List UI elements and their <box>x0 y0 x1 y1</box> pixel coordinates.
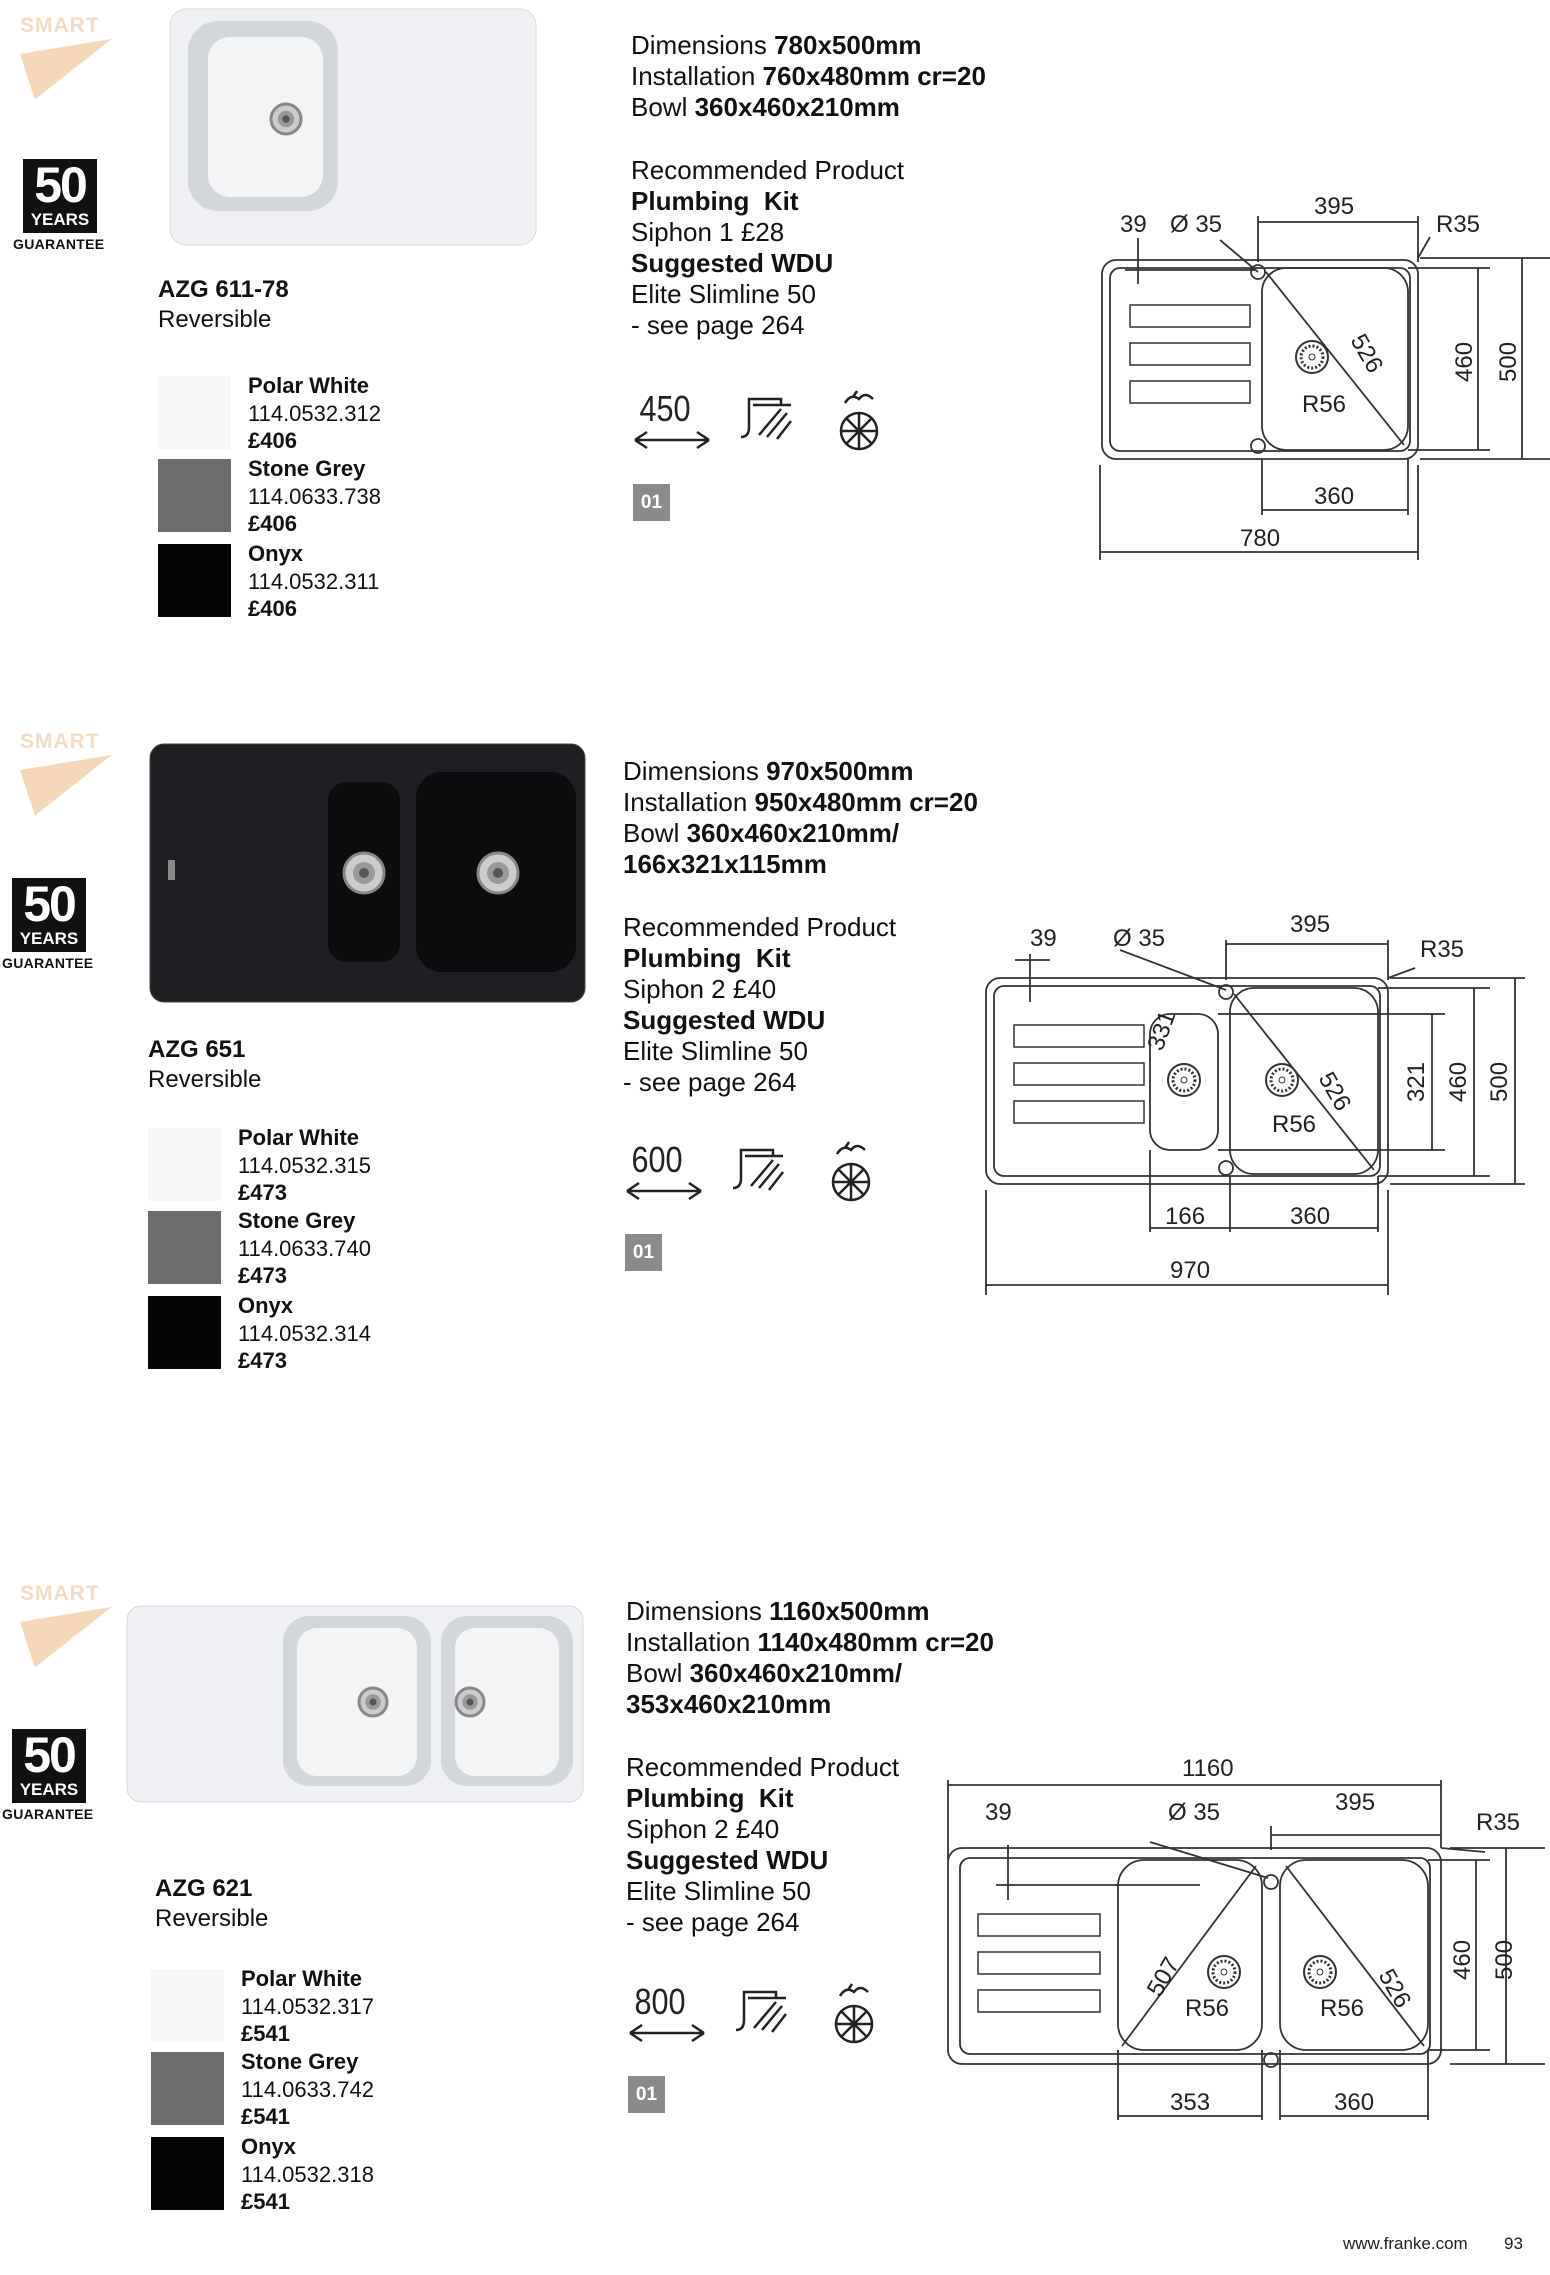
sink-product-image <box>168 7 538 247</box>
specifications <box>623 756 978 880</box>
finish-info: Onyx 114.0532.314 £473 <box>238 1293 371 1373</box>
dimension-label: 460 <box>1449 1939 1476 1980</box>
tap-hole-icon <box>741 399 791 439</box>
finish-swatch <box>158 544 231 617</box>
product-code-badge: 01 <box>628 2076 665 2113</box>
waste-disposal-icon <box>833 1142 869 1200</box>
spec-line: Dimensions 1160x500mm <box>626 1596 930 1626</box>
product-code-badge: 01 <box>625 1234 662 1271</box>
cabinet-width-icon <box>630 1983 704 2041</box>
finish-info: Polar White 114.0532.317 £541 <box>241 1966 374 2046</box>
spec-line: 166x321x115mm <box>623 849 827 879</box>
product-subtitle: Reversible <box>158 306 272 333</box>
dimension-label: 39 <box>1120 211 1147 238</box>
finish-swatch <box>151 2137 224 2210</box>
spec-line: Bowl 360x460x210mm/ <box>623 818 900 848</box>
dimension-label: 395 <box>1314 193 1355 220</box>
sink-product-image <box>148 742 587 1004</box>
finish-swatch <box>158 459 231 532</box>
smart-logo: SMART <box>20 14 100 37</box>
dimension-label: 526 <box>1312 1067 1357 1116</box>
dimension-label: 1160 <box>1182 1755 1234 1782</box>
spec-line: 353x460x210mm <box>626 1689 832 1719</box>
dimension-label: R56 <box>1320 1995 1365 2022</box>
finish-swatch <box>148 1211 221 1284</box>
dimension-label: 780 <box>1240 525 1281 552</box>
footer-url[interactable]: www.franke.com <box>1343 2234 1468 2253</box>
guarantee-badge: 50 YEARS <box>23 159 97 233</box>
cabinet-width-icon <box>627 1141 701 1199</box>
dimension-label: 460 <box>1445 1061 1472 1102</box>
spec-line: Installation 950x480mm cr=20 <box>623 787 978 817</box>
dimension-label: R56 <box>1302 391 1347 418</box>
dimension-label: 321 <box>1403 1061 1430 1102</box>
feature-icons <box>626 1978 896 2048</box>
dimension-label: R35 <box>1420 936 1465 963</box>
feature-icons <box>623 1136 893 1206</box>
cabinet-width-icon <box>635 390 709 448</box>
finish-info: Onyx 114.0532.318 £541 <box>241 2134 374 2214</box>
smart-logo: SMART <box>20 1582 100 1605</box>
dimension-label: 970 <box>1170 1257 1211 1284</box>
dimension-label: Ø 35 <box>1113 925 1166 952</box>
dimension-label: 39 <box>985 1799 1012 1826</box>
dimension-label: 460 <box>1451 341 1478 382</box>
svg-text:600: 600 <box>631 1140 683 1181</box>
dimension-label: 526 <box>1344 329 1389 378</box>
product-subtitle: Reversible <box>148 1066 262 1093</box>
svg-text:450: 450 <box>639 389 691 430</box>
dimension-label: 360 <box>1314 483 1355 510</box>
guarantee-badge: 50 YEARS <box>12 878 86 952</box>
finish-swatch <box>148 1128 221 1201</box>
spec-line: Installation 1140x480mm cr=20 <box>626 1627 994 1657</box>
smart-logo: SMART <box>20 730 100 753</box>
product-model: AZG 621 <box>155 1875 253 1902</box>
product-model: AZG 651 <box>148 1036 246 1063</box>
recommended-products: Recommended Product Plumbing Kit Siphon 2 £40 Suggested WDU Elite Slimline 50 - see page 264 <box>623 912 897 1097</box>
finish-info: Polar White 114.0532.315 £473 <box>238 1125 371 1205</box>
dimension-label: 360 <box>1290 1203 1331 1230</box>
page-number: 93 <box>1504 2234 1523 2253</box>
dimension-label: R56 <box>1272 1111 1317 1138</box>
finish-swatch <box>151 2052 224 2125</box>
technical-drawing <box>1080 190 1550 570</box>
dimension-label: 507 <box>1141 1952 1186 2001</box>
dimension-label: 353 <box>1170 2089 1211 2116</box>
finish-info: Polar White 114.0532.312 £406 <box>248 373 381 453</box>
dimension-label: 500 <box>1495 341 1522 382</box>
guarantee-label: GUARANTEE <box>13 236 105 252</box>
tap-hole-icon <box>733 1150 783 1190</box>
specifications <box>631 30 986 123</box>
dimension-label: 39 <box>1030 925 1057 952</box>
finish-swatch <box>151 1969 224 2042</box>
spec-line: Installation 760x480mm cr=20 <box>631 61 986 91</box>
dimension-label: 526 <box>1372 1964 1417 2013</box>
waste-disposal-icon <box>841 391 877 449</box>
finish-swatch <box>158 376 231 449</box>
feature-icons <box>631 385 901 455</box>
dimension-label: 500 <box>1491 1939 1518 1980</box>
svg-text:800: 800 <box>634 1982 686 2023</box>
dimension-label: 395 <box>1290 911 1331 938</box>
recommended-products: Recommended Product Plumbing Kit Siphon 1 £28 Suggested WDU Elite Slimline 50 - see page 264 <box>631 155 905 340</box>
spec-line: Bowl 360x460x210mm/ <box>626 1658 903 1688</box>
dimension-label: R35 <box>1436 211 1481 238</box>
spec-line: Dimensions 970x500mm <box>623 756 914 786</box>
technical-drawing <box>970 900 1550 1300</box>
tap-hole-icon <box>736 1992 786 2032</box>
finish-info: Stone Grey 114.0633.740 £473 <box>238 1208 371 1288</box>
dimension-label: 395 <box>1335 1789 1376 1816</box>
dimension-label: 500 <box>1486 1061 1513 1102</box>
recommended-products: Recommended Product Plumbing Kit Siphon 2 £40 Suggested WDU Elite Slimline 50 - see page 264 <box>626 1752 900 1937</box>
spec-line: Dimensions 780x500mm <box>631 30 922 60</box>
dimension-label: Ø 35 <box>1170 211 1223 238</box>
finish-info: Stone Grey 114.0633.738 £406 <box>248 456 381 536</box>
guarantee-label: GUARANTEE <box>2 1806 94 1822</box>
guarantee-badge: 50 YEARS <box>12 1729 86 1803</box>
technical-drawing <box>930 1740 1550 2120</box>
dimension-label: R35 <box>1476 1809 1521 1836</box>
finish-info: Stone Grey 114.0633.742 £541 <box>241 2049 374 2129</box>
finish-info: Onyx 114.0532.311 £406 <box>248 541 380 621</box>
product-model: AZG 611-78 <box>158 276 289 303</box>
waste-disposal-icon <box>836 1984 872 2042</box>
sink-product-image <box>125 1604 585 1804</box>
dimension-label: 360 <box>1334 2089 1375 2116</box>
product-subtitle: Reversible <box>155 1905 269 1932</box>
dimension-label: 166 <box>1165 1203 1206 1230</box>
dimension-label: Ø 35 <box>1168 1799 1221 1826</box>
spec-line: Bowl 360x460x210mm <box>631 92 900 122</box>
dimension-label: 331 <box>1142 1007 1182 1055</box>
dimension-label: R56 <box>1185 1995 1230 2022</box>
specifications <box>626 1596 994 1720</box>
guarantee-label: GUARANTEE <box>2 955 94 971</box>
product-code-badge: 01 <box>633 484 670 521</box>
finish-swatch <box>148 1296 221 1369</box>
